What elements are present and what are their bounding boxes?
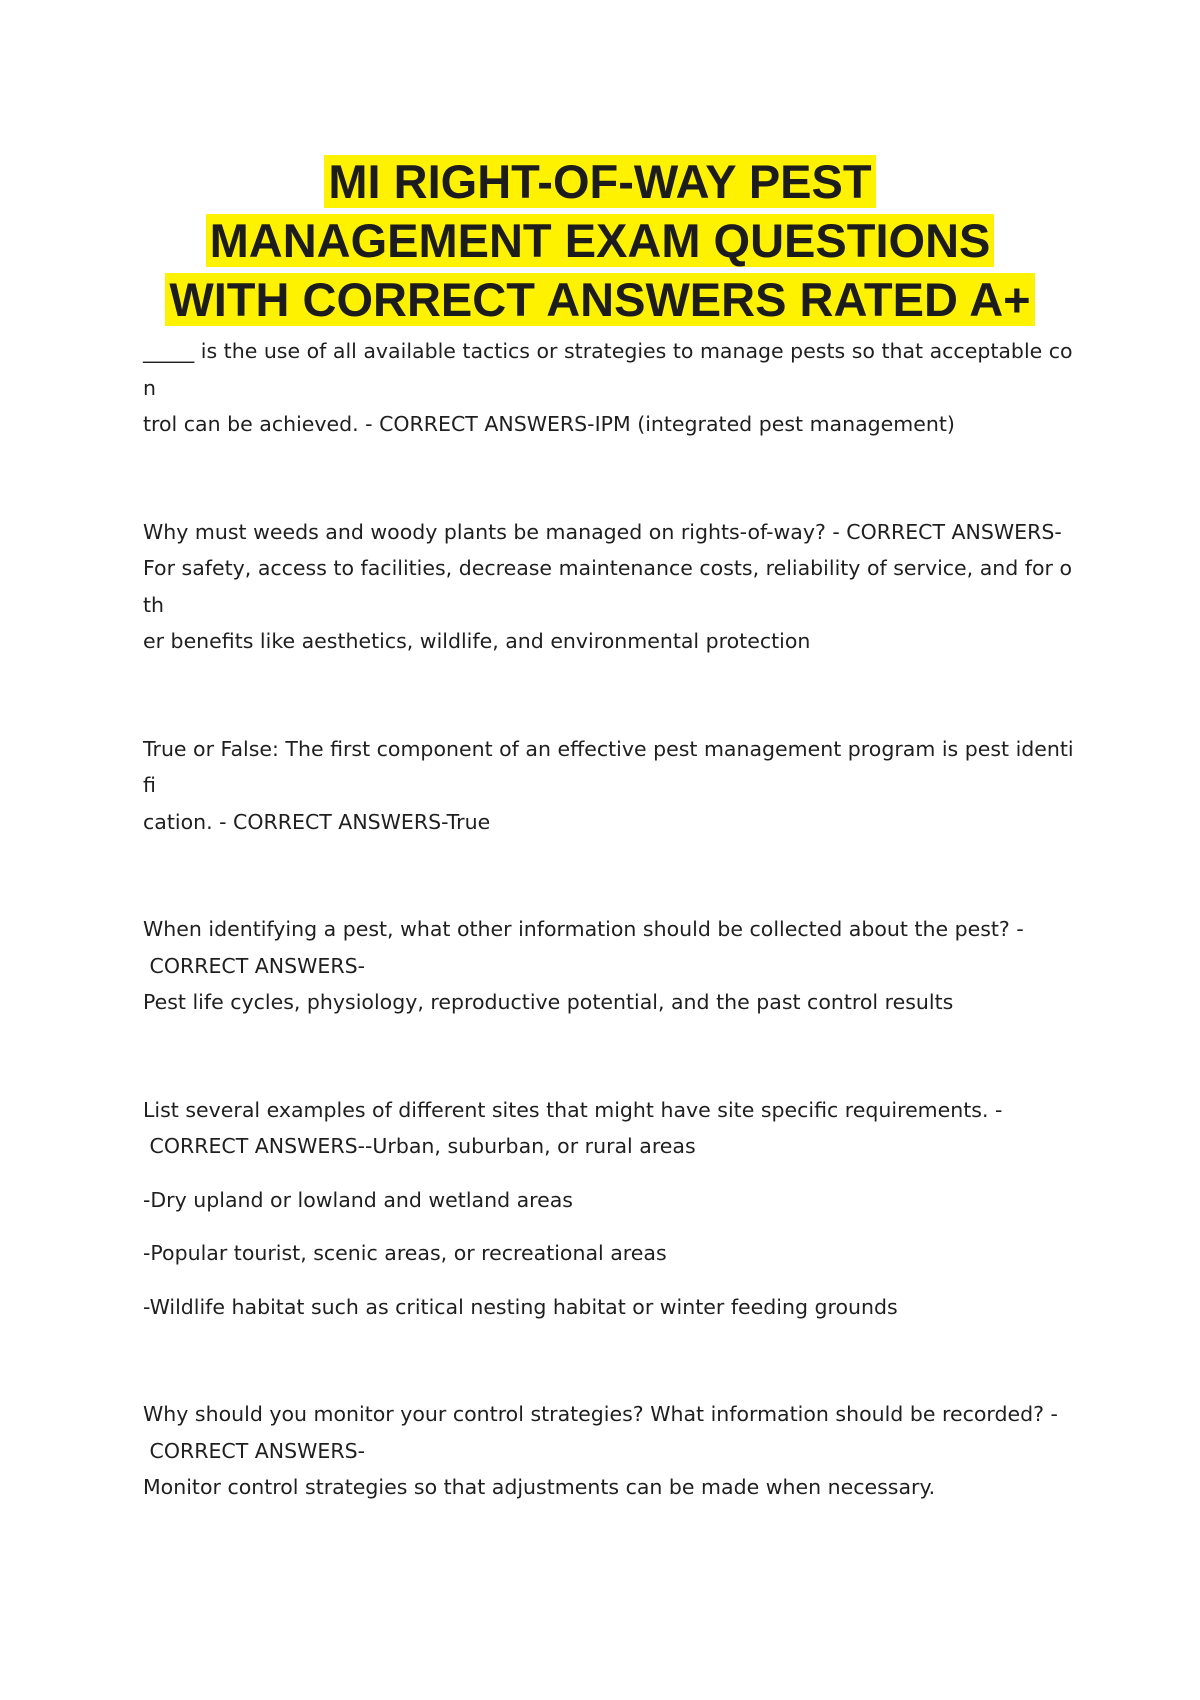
qa-line: -Wildlife habitat such as critical nesting habitat or winter feeding grounds [143,1294,898,1319]
document-title [100,152,1100,329]
qa-line: CORRECT ANSWERS- [143,953,366,978]
qa-line: er benefits like aesthetics, wildlife, and environmental protection [143,629,811,653]
qa-item-sites [143,1092,1078,1326]
qa-line: CORRECT ANSWERS--Urban, suburban, or rural areas [143,1134,696,1158]
qa-item-monitor [143,1396,1078,1506]
title-text-2: MANAGEMENT EXAM QUESTIONS [206,214,995,267]
spacer [143,1021,1078,1092]
qa-line: Why should you monitor your control strategies? What information should be recorded? - [143,1402,1058,1426]
title-text-1: MI RIGHT-OF-WAY PEST [324,155,875,208]
qa-line: For safety, access to facilities, decrease maintenance costs, reliability of service, and for oth [143,556,1073,617]
qa-item-weeds [143,514,1078,660]
spacer [143,660,1078,731]
qa-item-true-false [143,731,1078,841]
title-line-1 [100,152,1100,211]
spacer [143,1165,1078,1182]
qa-line: List several examples of different sites that might have site specific requirements. - [143,1097,1003,1122]
qa-line: When identifying a pest, what other information should be collected about the pest? - [143,917,1024,941]
qa-line: -Dry upland or lowland and wetland areas [143,1187,573,1212]
qa-line: -Popular tourist, scenic areas, or recreational areas [143,1241,667,1265]
spacer [143,443,1078,514]
spacer [143,1218,1078,1235]
title-line-3 [100,270,1100,329]
qa-line: CORRECT ANSWERS- [143,1438,366,1463]
spacer [143,1325,1078,1396]
qa-line: Why must weeds and woody plants be managed on rights-of-way? - CORRECT ANSWERS- [143,519,1062,544]
qa-line: True or False: The first component of an effective pest management program is pest identifi [143,736,1074,797]
qa-list [143,333,1078,1506]
qa-item-pest-info [143,911,1078,1021]
qa-item-ipm [143,333,1078,443]
qa-line: _____ is the use of all available tactics or strategies to manage pests so that acceptable con [143,339,1073,400]
title-text-3: WITH CORRECT ANSWERS RATED A+ [165,273,1034,326]
qa-line: cation. - CORRECT ANSWERS-True [143,809,491,834]
title-line-2 [100,211,1100,270]
qa-line: Pest life cycles, physiology, reproductive potential, and the past control results [143,990,954,1014]
spacer [143,1272,1078,1289]
spacer [143,840,1078,911]
qa-line: Monitor control strategies so that adjustments can be made when necessary. [143,1475,936,1499]
qa-line: trol can be achieved. - CORRECT ANSWERS-IPM (integrated pest management) [143,412,955,436]
